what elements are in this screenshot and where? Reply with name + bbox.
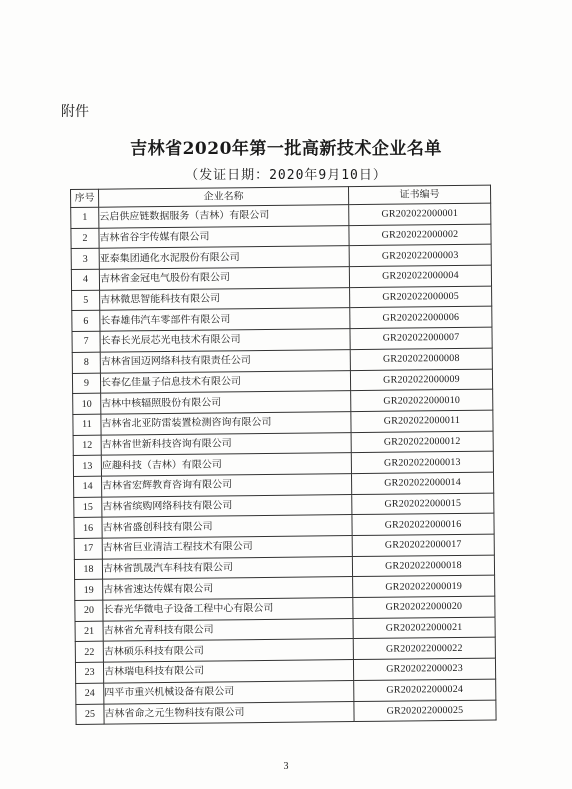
certificate-number: GR202022000003 — [349, 244, 491, 266]
enterprise-name: 长春长光辰芯光电技术有限公司 — [100, 329, 350, 352]
certificate-number: GR202022000022 — [353, 638, 495, 660]
certificate-number: GR202022000018 — [352, 555, 494, 577]
page-number: 3 — [283, 761, 289, 772]
issue-date-subtitle: （发证日期：2020年9月10日） — [185, 168, 387, 183]
table-row — [76, 700, 496, 725]
certificate-number: GR202022000001 — [349, 203, 491, 225]
enterprise-name: 长春亿佳量子信息技术有限公司 — [100, 370, 350, 393]
certificate-number: GR202022000021 — [353, 617, 495, 639]
row-number: 13 — [73, 455, 101, 476]
row-number: 14 — [74, 476, 102, 497]
enterprise-name: 亚泰集团通化水泥股份有限公司 — [99, 246, 349, 269]
enterprise-name: 吉林硕乐科技有限公司 — [103, 639, 353, 662]
enterprise-table — [70, 185, 497, 726]
certificate-number: GR202022000023 — [353, 658, 495, 680]
row-number: 10 — [73, 393, 101, 414]
enterprise-name: 吉林省盛创科技有限公司 — [102, 515, 352, 538]
certificate-number: GR202022000016 — [352, 513, 494, 535]
enterprise-name: 吉林省命之元生物科技有限公司 — [104, 701, 354, 724]
certificate-number: GR202022000015 — [352, 493, 494, 515]
row-number: 19 — [75, 580, 103, 601]
row-number: 16 — [74, 517, 102, 538]
enterprise-name: 吉林省北亚防雷装置检测咨询有限公司 — [101, 411, 351, 434]
enterprise-name: 长春雄伟汽车零部件有限公司 — [100, 308, 350, 331]
enterprise-name: 吉林省允青科技有限公司 — [103, 618, 353, 641]
row-number: 21 — [75, 621, 103, 642]
enterprise-name: 四平市重兴机械设备有限公司 — [104, 680, 354, 703]
row-number: 23 — [75, 662, 103, 683]
row-number: 24 — [76, 683, 104, 704]
header-cert: 证书编号 — [348, 185, 490, 204]
certificate-number: GR202022000024 — [354, 679, 496, 701]
enterprise-name: 吉林省金冠电气股份有限公司 — [99, 267, 349, 290]
certificate-number: GR202022000011 — [351, 410, 493, 432]
enterprise-name: 吉林省世新科技咨询有限公司 — [101, 432, 351, 455]
row-number: 22 — [75, 642, 103, 663]
enterprise-name: 吉林省巨业清洁工程技术有限公司 — [102, 536, 352, 559]
row-number: 7 — [72, 331, 100, 352]
enterprise-name: 吉林省国迈网络科技有限责任公司 — [100, 349, 350, 372]
row-number: 20 — [75, 600, 103, 621]
table-body — [71, 203, 496, 725]
enterprise-name: 吉林省谷宇传媒有限公司 — [99, 225, 349, 248]
certificate-number: GR202022000006 — [350, 307, 492, 329]
header-no: 序号 — [71, 189, 99, 207]
row-number: 12 — [73, 435, 101, 456]
certificate-number: GR202022000007 — [350, 327, 492, 349]
enterprise-name: 吉林省速达传媒有限公司 — [103, 577, 353, 600]
enterprise-name: 云启供应链数据服务（吉林）有限公司 — [99, 205, 349, 228]
row-number: 3 — [71, 249, 99, 270]
certificate-number: GR202022000005 — [350, 286, 492, 308]
header-name: 企业名称 — [99, 187, 349, 208]
row-number: 1 — [71, 207, 99, 228]
certificate-number: GR202022000014 — [351, 472, 493, 494]
certificate-number: GR202022000004 — [349, 265, 491, 287]
row-number: 18 — [74, 559, 102, 580]
row-number: 25 — [76, 704, 104, 725]
certificate-number: GR202022000012 — [351, 431, 493, 453]
enterprise-name: 应趣科技（吉林）有限公司 — [101, 453, 351, 476]
certificate-number: GR202022000020 — [353, 596, 495, 618]
certificate-number: GR202022000025 — [354, 700, 496, 722]
annex-label: 附件 — [61, 104, 89, 120]
enterprise-name: 吉林省凯晟汽车科技有限公司 — [102, 556, 352, 579]
row-number: 2 — [71, 228, 99, 249]
row-number: 5 — [72, 290, 100, 311]
enterprise-name: 吉林省宏辉教育咨询有限公司 — [102, 474, 352, 497]
enterprise-name: 吉林中核辐照股份有限公司 — [101, 391, 351, 414]
enterprise-name: 吉林微思智能科技有限公司 — [100, 287, 350, 310]
row-number: 6 — [72, 311, 100, 332]
certificate-number: GR202022000009 — [350, 369, 492, 391]
certificate-number: GR202022000019 — [353, 575, 495, 597]
row-number: 15 — [74, 497, 102, 518]
certificate-number: GR202022000002 — [349, 224, 491, 246]
row-number: 9 — [72, 373, 100, 394]
certificate-number: GR202022000010 — [351, 389, 493, 411]
certificate-number: GR202022000013 — [351, 451, 493, 473]
row-number: 17 — [74, 538, 102, 559]
certificate-number: GR202022000008 — [350, 348, 492, 370]
certificate-number: GR202022000017 — [352, 534, 494, 556]
enterprise-name: 吉林瑞电科技有限公司 — [103, 660, 353, 683]
enterprise-name: 吉林省缤购网络科技有限公司 — [102, 494, 352, 517]
document-title: 吉林省2020年第一批高新技术企业名单 — [130, 139, 442, 159]
row-number: 11 — [73, 414, 101, 435]
enterprise-name: 长春光华微电子设备工程中心有限公司 — [103, 598, 353, 621]
row-number: 8 — [72, 352, 100, 373]
row-number: 4 — [71, 269, 99, 290]
